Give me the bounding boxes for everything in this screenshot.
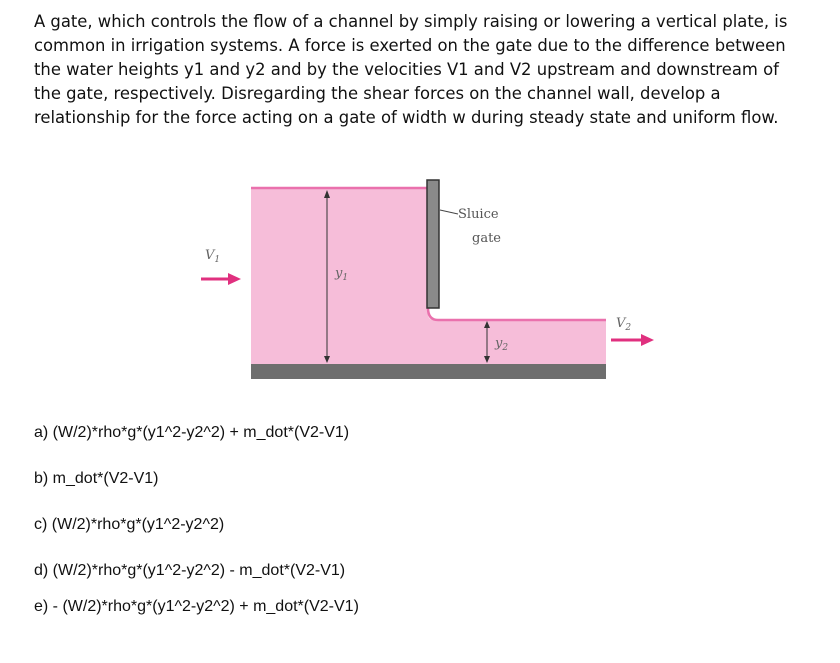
question-text [34, 10, 824, 130]
question-line: the gate, respectively. Disregarding the shear forces on the channel wall, develop a [34, 84, 721, 103]
y2-label: $y_2$ [495, 336, 509, 353]
gate-label-leader [440, 210, 458, 214]
option-a[interactable]: a) (W/2)*rho*g*(y1^2-y2^2) + m_dot*(V2-V1) [34, 424, 350, 441]
question-line: relationship for the force acting on a gate of width w during steady state and uniform flow. [34, 108, 779, 127]
option-b[interactable]: b) m_dot*(V2-V1) [34, 470, 159, 487]
v1-arrow-head [228, 273, 241, 285]
question-line: A gate, which controls the flow of a channel by simply raising or lowering a vertical plate, is [34, 12, 788, 31]
gate-label-line1: Sluice [458, 207, 499, 222]
option-d[interactable]: d) (W/2)*rho*g*(y1^2-y2^2) - m_dot*(V2-V1) [34, 562, 346, 579]
sluice-gate-plate [427, 180, 439, 308]
v1-label: $V_1$ [205, 248, 221, 265]
question-line: common in irrigation systems. A force is exerted on the gate due to the difference between [34, 36, 786, 55]
channel-bed [251, 364, 606, 379]
y1-label: $y_1$ [335, 266, 349, 283]
downstream-surface-line [428, 308, 606, 320]
option-e[interactable]: e) - (W/2)*rho*g*(y1^2-y2^2) + m_dot*(V2-V1) [34, 598, 359, 615]
sluice-gate-figure [196, 172, 666, 387]
sluice-gate-diagram [196, 172, 666, 387]
gate-label-line2: gate [472, 231, 501, 246]
v2-label: $V_2$ [616, 316, 632, 333]
option-c[interactable]: c) (W/2)*rho*g*(y1^2-y2^2) [34, 516, 225, 533]
question-line: the water heights y1 and y2 and by the velocities V1 and V2 upstream and downstream of [34, 60, 779, 79]
v2-arrow-head [641, 334, 654, 346]
